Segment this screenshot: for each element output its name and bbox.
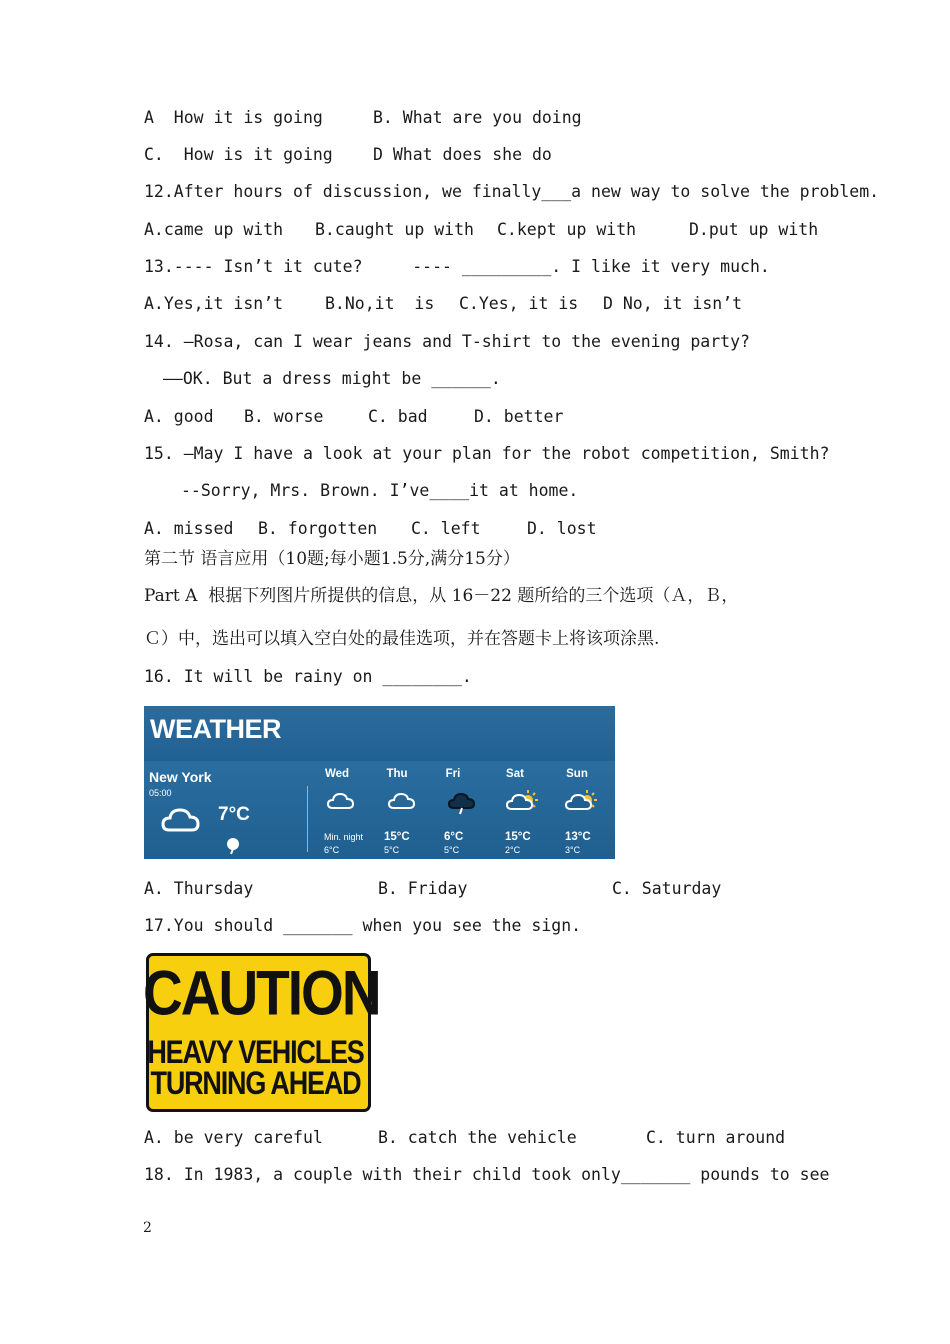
forecast-high: 13°C [565, 831, 591, 843]
caution-sign-image [143, 950, 380, 1113]
forecast-low: 2°C [505, 845, 521, 855]
wind-icon [226, 837, 240, 855]
question-15: 15. —May I have a look at your plan for the robot competition, Smith? [144, 444, 830, 463]
cloud-icon [388, 791, 416, 811]
forecast-day-name: Thu [386, 768, 408, 780]
rain-cloud-icon [448, 791, 478, 815]
option-d-line: D What does she do [373, 145, 552, 164]
q12-option-c: C.kept up with [497, 220, 637, 239]
question-12: 12.After hours of discussion, we finally___a new way to solve the problem. [144, 182, 880, 201]
forecast-low: 6°C [324, 845, 340, 855]
question-16: 16. It will be rainy on ________. [144, 667, 472, 686]
sun-cloud-icon [565, 788, 599, 814]
q13-option-a: A.Yes,it isn’t [144, 294, 284, 313]
question-17: 17.You should _______ when you see the sign. [144, 916, 582, 935]
q15-option-a: A. missed [144, 519, 234, 538]
q17-option-c: C. turn around [646, 1128, 786, 1147]
q12-option-a: A.came up with [144, 220, 284, 239]
q14-option-b: B. worse [244, 407, 324, 426]
weather-widget-image [144, 706, 615, 859]
q16-option-a: A. Thursday [144, 879, 254, 898]
q13-option-d: D No, it isn’t [603, 294, 743, 313]
min-night-label: Min. night [324, 832, 364, 842]
forecast-day-name: Wed [324, 768, 350, 780]
q14-option-c: C. bad [368, 407, 428, 426]
q15-option-b: B. forgotten [258, 519, 378, 538]
q14-option-d: D. better [474, 407, 564, 426]
sign-line-1: CAUTION [143, 957, 380, 1029]
cloud-icon [161, 806, 201, 834]
forecast-high: 6°C [444, 831, 464, 843]
option-c-line: C. How is it going [144, 145, 333, 164]
option-a-line: A How it is going [144, 108, 323, 127]
q12-option-b: B.caught up with [315, 220, 474, 239]
question-14: 14. —Rosa, can I wear jeans and T-shirt to the evening party? [144, 332, 750, 351]
cloud-icon [327, 791, 355, 811]
option-b-line: B. What are you doing [373, 108, 582, 127]
question-13: 13.---- Isn’t it cute? ---- _________. I like it very much. [144, 257, 770, 276]
weather-city: New York [149, 769, 212, 785]
q12-option-d: D.put up with [689, 220, 819, 239]
sign-line-2: HEAVY VEHICLES [147, 1034, 364, 1070]
forecast-day-name: Fri [445, 768, 461, 780]
q15-option-c: C. left [411, 519, 481, 538]
forecast-day-name: Sat [506, 768, 524, 780]
q14-option-a: A. good [144, 407, 214, 426]
section-heading: 第二节 语言应用（10题;每小题1.5分,满分15分） [144, 549, 520, 569]
sun-cloud-icon [506, 788, 540, 814]
q13-option-b: B.No,it is [325, 294, 435, 313]
forecast-low: 3°C [565, 845, 581, 855]
q15-response: --Sorry, Mrs. Brown. I’ve____it at home. [181, 481, 579, 500]
weather-title: WEATHER [150, 714, 281, 744]
forecast-day-name: Sun [566, 768, 588, 780]
q13-option-c: C.Yes, it is [459, 294, 579, 313]
sign-line-3: TURNING AHEAD [150, 1065, 361, 1101]
forecast-low: 5°C [444, 845, 460, 855]
part-a-instructions-1: Part A 根据下列图片所提供的信息，从 16－22 题所给的三个选项（Ａ，Ｂ， [144, 586, 739, 606]
weather-time: 05:00 [149, 788, 172, 798]
part-a-instructions-2: Ｃ）中，选出可以填入空白处的最佳选项，并在答题卡上将该项涂黑. [144, 629, 660, 649]
page-number: 2 [143, 1220, 152, 1236]
q15-option-d: D. lost [527, 519, 597, 538]
q17-option-a: A. be very careful [144, 1128, 323, 1147]
q16-option-b: B. Friday [378, 879, 468, 898]
q16-option-c: C. Saturday [612, 879, 722, 898]
q17-option-b: B. catch the vehicle [378, 1128, 577, 1147]
forecast-high: 15°C [384, 831, 410, 843]
forecast-high: 15°C [505, 831, 531, 843]
weather-divider [307, 786, 308, 852]
question-18: 18. In 1983, a couple with their child took only_______ pounds to see [144, 1165, 830, 1184]
current-temperature: 7°C [218, 804, 250, 825]
q14-response: ——OK. But a dress might be ______. [163, 369, 501, 388]
forecast-low: 5°C [384, 845, 400, 855]
